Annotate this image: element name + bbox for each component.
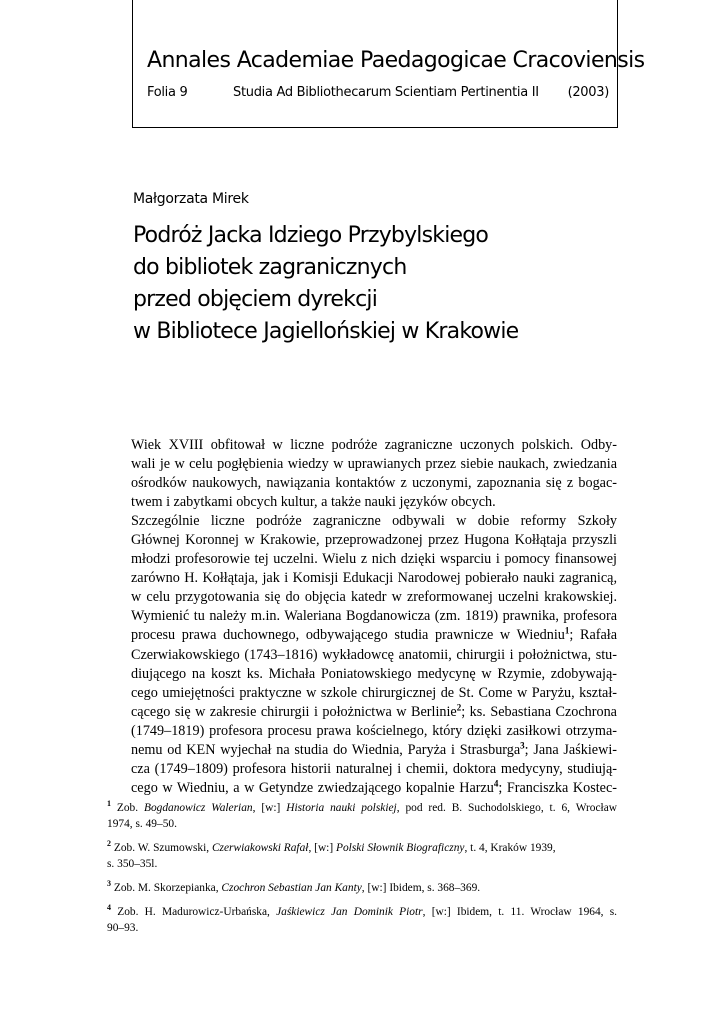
title-line: Podróż Jacka Idziego Przybylskiego — [133, 223, 489, 248]
text-line: twem i zabytkami obcych kultur, a także nauki języków obcych. — [131, 494, 496, 511]
footnote-italic: Bogdanowicz Walerian — [143, 802, 253, 814]
article-author: Małgorzata Mirek — [133, 191, 249, 207]
article-body — [108, 436, 617, 798]
footnote-italic: Czerwiakowski Rafał — [211, 842, 309, 854]
footnote-ref: 4 — [493, 778, 499, 789]
text-line: Szczególnie liczne podróże zagraniczne odbywali w dobie reformy Szkoły — [131, 513, 617, 530]
footnote — [107, 840, 617, 872]
text-line: (1749–1819) profesora procesu prawa kościelnego, który dzięki zasiłkowi otrzyma- — [131, 722, 617, 739]
footnote-italic: Polski Słownik Biograficzny — [336, 842, 465, 854]
body-paragraph — [108, 436, 617, 512]
footnote-text: , [w:] — [308, 842, 336, 854]
title-line: w Bibliotece Jagiellońskiej w Krakowie — [133, 319, 519, 344]
text-segment: cego w Wiedniu, a w Getyndze zwiedzającego kopalnie Harzu — [131, 779, 494, 796]
footnote-italic: Jaśkiewicz Jan Dominik Piotr — [276, 906, 423, 918]
footnote-line: 90–93. — [107, 922, 139, 934]
body-paragraph — [108, 512, 617, 798]
footnote-text: , [w:] Ibidem, s. 368–369. — [361, 882, 481, 894]
text-line — [108, 741, 617, 760]
footnote-text: , [w:] — [252, 802, 287, 814]
footnote-ref: 2 — [456, 701, 462, 712]
text-line: Głównej Koronnej w Krakowie, przeprowadzonej przez Hugona Kołłątaja przyszli — [131, 532, 617, 549]
footnote-text: Zob. M. Skorzepianka, — [113, 882, 222, 894]
footnote — [107, 800, 617, 832]
footnote — [107, 904, 617, 936]
footnote-text: Zob. H. Madurowicz-Urbańska, — [117, 906, 277, 918]
footnote-line: s. 350–35l. — [107, 858, 158, 870]
footnote-number: 3 — [107, 879, 111, 889]
text-segment: nemu od KEN wyjechał na studia do Wiednia, Paryża i Strasburga — [131, 741, 521, 758]
series-title: Studia Ad Bibliothecarum Scientiam Pertinentia II — [233, 85, 539, 100]
footnote-number: 4 — [107, 903, 111, 913]
publication-year: (2003) — [567, 85, 609, 100]
text-segment: ; Jana Jaśkiewi- — [524, 741, 617, 758]
journal-title: Annales Academiae Paedagogicae Cracoviensis — [147, 48, 645, 73]
footnote-line — [107, 904, 617, 920]
footnote-ref: 3 — [520, 740, 525, 751]
text-line — [108, 626, 617, 645]
footnotes — [107, 800, 617, 944]
folio-number: Folia 9 — [147, 85, 188, 100]
text-line: Wymienić tu należy m.in. Waleriana Bogdanowicza (zm. 1819) prawnika, profesora — [131, 608, 617, 625]
footnote-line — [107, 800, 617, 816]
journal-header-box — [132, 0, 645, 128]
footnote-text: Zob. W. Szumowski, — [113, 842, 212, 854]
footnote-text: , pod red. B. Suchodolskiego, t. 6, Wrocław — [396, 802, 617, 814]
footnote-number: 1 — [107, 799, 111, 809]
text-line: cego umiejętności praktyczne w szkole chirurgicznej de St. Come w Paryżu, kształ- — [131, 684, 617, 701]
text-line: zarówno H. Kołłątaja, jak i Komisji Edukacji Narodowej pobierało nauki zagranicą, — [131, 570, 617, 587]
footnote-line — [107, 880, 617, 896]
footnote-italic: Historia nauki polskiej — [286, 802, 397, 814]
article-title — [133, 220, 518, 348]
title-line: do bibliotek zagranicznych — [133, 255, 407, 280]
text-line — [108, 779, 617, 798]
text-segment: cącego się w zakresie chirurgii i położnictwa w Berlinie — [131, 703, 457, 720]
footnote-line — [107, 840, 617, 856]
text-line: Wiek XVIII obfitował w liczne podróże zagraniczne uczonych polskich. Odby- — [131, 437, 617, 453]
text-segment: procesu prawa duchownego, odbywającego studia prawnicze w Wiedniu — [131, 627, 565, 644]
footnote-number: 2 — [107, 839, 111, 849]
footnote-text: , t. 4, Kraków 1939, — [464, 842, 556, 854]
text-line: diującego na koszt ks. Michała Poniatowskiego medycynę w Rzymie, zdobywają- — [131, 665, 617, 682]
text-segment: ; Rafała — [569, 627, 618, 644]
title-line: przed objęciem dyrekcji — [133, 287, 378, 312]
text-line: wali je w celu pogłębienia wiedzy w uprawianych przez siebie naukach, zwiedzania — [131, 456, 617, 473]
footnote-text: Zob. — [116, 802, 144, 814]
footnote-ref: 1 — [564, 625, 570, 636]
footnote-text: , [w:] Ibidem, t. 11. Wrocław 1964, s. — [422, 906, 618, 918]
footnote-italic: Czochron Sebastian Jan Kanty — [221, 882, 362, 894]
text-line: cza (1749–1809) profesora historii naturalnej i chemii, doktora medycyny, studiują- — [131, 760, 617, 777]
footnote — [107, 880, 617, 896]
text-line: ośrodków naukowych, nawiązania kontaktów z uczonymi, zapoznania się z bogac- — [131, 475, 617, 492]
text-line: młodzi profesorowie tej uczelni. Wielu z nich dzięki wsparciu i pomocy finansowej — [131, 551, 617, 568]
footnote-line: 1974, s. 49–50. — [107, 818, 177, 830]
text-segment: ; ks. Sebastiana Czochrona — [461, 703, 617, 720]
text-segment: ; Franciszka Kostec- — [498, 779, 617, 796]
text-line: Czerwiakowskiego (1743–1816) wykładowcę anatomii, chirurgii i położnictwa, stu- — [131, 646, 617, 663]
text-line: w celu przygotowania się do objęcia katedr w zreformowanej uczelni krakowskiej. — [131, 589, 617, 606]
text-line — [108, 703, 617, 722]
